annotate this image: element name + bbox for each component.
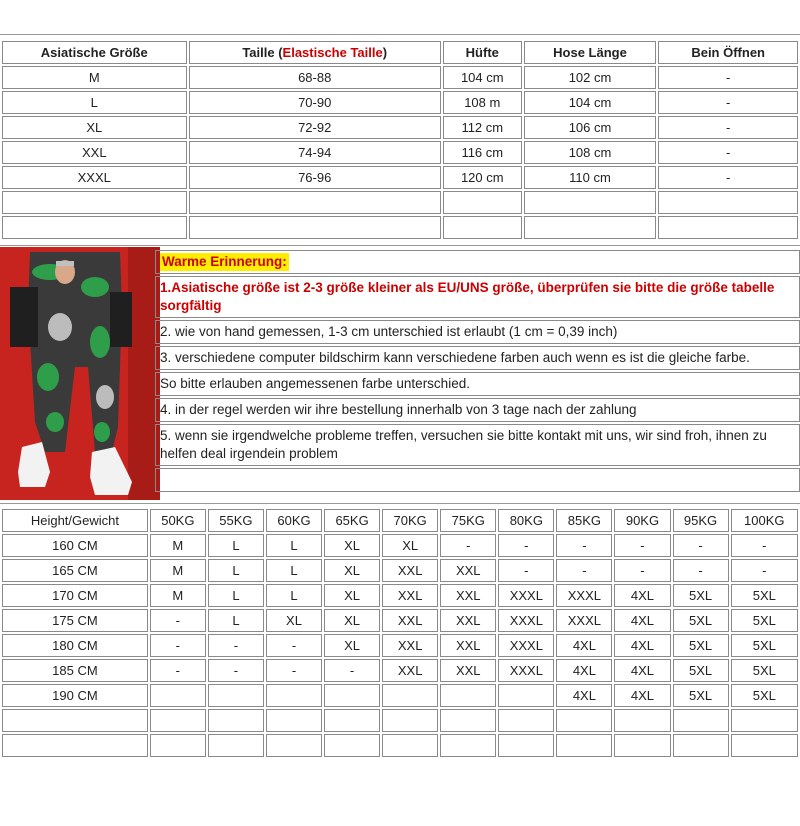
hw-header-weight: 90KG: [614, 509, 670, 532]
hw-size-cell: XXL: [382, 634, 438, 657]
empty-cell: [189, 191, 441, 214]
hw-size-cell: XXXL: [498, 634, 554, 657]
hw-size-cell: L: [266, 559, 322, 582]
size-cell-length: 102 cm: [524, 66, 657, 89]
notice-line-5: 4. in der regel werden wir ihre bestellung innerhalb von 3 tage nach der zahlung: [155, 398, 800, 422]
header-waist: Taille (Elastische Taille): [189, 41, 441, 64]
hw-header-weight: 80KG: [498, 509, 554, 532]
hw-header-weight: 70KG: [382, 509, 438, 532]
height-weight-table: [0, 507, 800, 759]
hw-size-cell: -: [731, 534, 798, 557]
header-pants-length: Hose Länge: [524, 41, 657, 64]
empty-cell: [266, 734, 322, 757]
hw-header-weight: 75KG: [440, 509, 496, 532]
empty-cell: [614, 709, 670, 732]
hw-size-cell: XL: [382, 534, 438, 557]
size-cell-leg-opening: -: [658, 66, 798, 89]
hw-size-cell: 4XL: [614, 684, 670, 707]
hw-size-cell: -: [266, 659, 322, 682]
notice-line-2: 2. wie von hand gemessen, 1-3 cm unterschied ist erlaubt (1 cm = 0,39 inch): [155, 320, 800, 344]
empty-cell: [673, 709, 729, 732]
hw-size-cell: XXXL: [498, 659, 554, 682]
lower-rule: [0, 503, 800, 504]
hw-size-cell: XL: [324, 584, 380, 607]
empty-cell: [498, 709, 554, 732]
hw-size-cell: XXL: [440, 559, 496, 582]
size-row-empty: [2, 191, 798, 214]
size-row-empty: [2, 216, 798, 239]
hw-size-cell: M: [150, 584, 206, 607]
hw-header-weight: 50KG: [150, 509, 206, 532]
hw-size-cell: XXL: [382, 559, 438, 582]
hw-row: [2, 534, 798, 557]
hw-size-cell: L: [208, 559, 264, 582]
header-elastic-waist: Elastische Taille: [282, 44, 383, 60]
camo-pants-model-photo: [0, 247, 160, 500]
empty-cell: [324, 709, 380, 732]
hw-height-cell: 160 CM: [2, 534, 148, 557]
hw-size-cell: XXL: [382, 584, 438, 607]
hw-header-weight: 55KG: [208, 509, 264, 532]
hw-header-weight: 85KG: [556, 509, 612, 532]
size-cell-waist: 74-94: [189, 141, 441, 164]
hw-size-cell: 5XL: [731, 659, 798, 682]
notice-line-3: 3. verschiedene computer bildschirm kann verschiedene farben auch wenn es ist die gleiche farbe.: [155, 346, 800, 370]
hw-size-cell: 5XL: [673, 684, 729, 707]
hw-size-cell: -: [614, 534, 670, 557]
hw-size-cell: L: [208, 609, 264, 632]
size-cell-size: XL: [2, 116, 187, 139]
hw-size-cell: -: [673, 559, 729, 582]
hw-height-cell: 170 CM: [2, 584, 148, 607]
hw-size-cell: M: [150, 559, 206, 582]
hw-size-cell: -: [556, 559, 612, 582]
hw-size-cell: 5XL: [731, 584, 798, 607]
size-row: [2, 141, 798, 164]
empty-cell: [2, 191, 187, 214]
hw-size-cell: 4XL: [556, 659, 612, 682]
hw-header-row: [2, 509, 798, 532]
hw-size-cell: L: [208, 584, 264, 607]
hw-size-cell: -: [498, 534, 554, 557]
size-cell-length: 106 cm: [524, 116, 657, 139]
hw-size-cell: L: [266, 534, 322, 557]
hw-size-cell: XXXL: [498, 609, 554, 632]
empty-cell: [2, 734, 148, 757]
hw-size-cell: XXL: [440, 634, 496, 657]
hw-size-cell: -: [150, 634, 206, 657]
header-leg-opening: Bein Öffnen: [658, 41, 798, 64]
empty-cell: [150, 734, 206, 757]
hw-size-cell: XXL: [440, 659, 496, 682]
header-hip: Hüfte: [443, 41, 522, 64]
hw-size-cell: -: [614, 559, 670, 582]
hw-size-cell: XXXL: [556, 584, 612, 607]
empty-cell: [440, 709, 496, 732]
size-cell-leg-opening: -: [658, 141, 798, 164]
hw-size-cell: XXXL: [556, 609, 612, 632]
empty-cell: [658, 191, 798, 214]
hw-height-cell: 175 CM: [2, 609, 148, 632]
empty-cell: [2, 216, 187, 239]
notice-empty-row: [155, 468, 800, 492]
size-cell-length: 110 cm: [524, 166, 657, 189]
empty-cell: [556, 709, 612, 732]
hw-height-cell: 180 CM: [2, 634, 148, 657]
hw-size-cell: -: [150, 609, 206, 632]
hw-row: [2, 684, 798, 707]
hw-row: [2, 559, 798, 582]
notice-line-1: 1.Asiatische größe ist 2-3 größe kleiner als EU/UNS größe, überprüfen sie bitte die größe tabelle sorgfältig: [155, 276, 800, 318]
header-asian-size: Asiatische Größe: [2, 41, 187, 64]
hw-row-empty: [2, 734, 798, 757]
empty-cell: [440, 734, 496, 757]
hw-height-cell: 185 CM: [2, 659, 148, 682]
hw-size-cell: [324, 684, 380, 707]
hw-size-cell: XXL: [382, 659, 438, 682]
hw-size-cell: [382, 684, 438, 707]
empty-cell: [498, 734, 554, 757]
hw-size-cell: XXL: [440, 584, 496, 607]
hw-header-weight: 100KG: [731, 509, 798, 532]
hw-height-cell: 165 CM: [2, 559, 148, 582]
hw-size-cell: 5XL: [673, 584, 729, 607]
hw-size-cell: -: [150, 659, 206, 682]
hw-size-cell: 5XL: [673, 659, 729, 682]
hw-row: [2, 659, 798, 682]
hw-header-weight: 65KG: [324, 509, 380, 532]
hw-size-cell: -: [556, 534, 612, 557]
empty-cell: [658, 216, 798, 239]
empty-cell: [208, 734, 264, 757]
hw-size-cell: XXL: [440, 609, 496, 632]
size-cell-size: L: [2, 91, 187, 114]
hw-row: [2, 634, 798, 657]
empty-cell: [524, 216, 657, 239]
empty-cell: [731, 734, 798, 757]
hw-size-cell: [150, 684, 206, 707]
size-cell-hip: 104 cm: [443, 66, 522, 89]
notice-title: Warme Erinnerung:: [162, 254, 287, 269]
hw-size-cell: 4XL: [614, 634, 670, 657]
size-cell-waist: 70-90: [189, 91, 441, 114]
empty-cell: [266, 709, 322, 732]
hw-size-cell: [440, 684, 496, 707]
empty-cell: [443, 216, 522, 239]
size-cell-leg-opening: -: [658, 166, 798, 189]
mid-rule: [0, 245, 800, 246]
size-row: [2, 166, 798, 189]
size-row: [2, 116, 798, 139]
hw-size-cell: -: [324, 659, 380, 682]
hw-size-cell: 4XL: [614, 609, 670, 632]
empty-cell: [673, 734, 729, 757]
hw-size-cell: [266, 684, 322, 707]
size-cell-length: 104 cm: [524, 91, 657, 114]
hw-size-cell: M: [150, 534, 206, 557]
empty-cell: [382, 734, 438, 757]
hw-size-cell: XL: [324, 634, 380, 657]
size-cell-size: XXL: [2, 141, 187, 164]
size-cell-hip: 108 m: [443, 91, 522, 114]
empty-cell: [556, 734, 612, 757]
size-table-header: [2, 41, 798, 64]
empty-cell: [524, 191, 657, 214]
empty-cell: [614, 734, 670, 757]
size-cell-leg-opening: -: [658, 116, 798, 139]
hw-size-cell: XL: [324, 534, 380, 557]
hw-size-cell: 5XL: [731, 684, 798, 707]
hw-size-cell: 5XL: [731, 609, 798, 632]
empty-cell: [731, 709, 798, 732]
hw-size-cell: L: [208, 534, 264, 557]
hw-row-empty: [2, 709, 798, 732]
size-table: [0, 39, 800, 241]
empty-cell: [189, 216, 441, 239]
hw-size-cell: 4XL: [614, 584, 670, 607]
hw-size-cell: [498, 684, 554, 707]
hw-header-weight: 95KG: [673, 509, 729, 532]
empty-cell: [443, 191, 522, 214]
hw-size-cell: XL: [266, 609, 322, 632]
hw-row: [2, 609, 798, 632]
hw-size-cell: 4XL: [556, 634, 612, 657]
size-row: [2, 91, 798, 114]
hw-size-cell: XXL: [382, 609, 438, 632]
hw-size-cell: 4XL: [556, 684, 612, 707]
hw-size-cell: 5XL: [673, 609, 729, 632]
hw-height-cell: 190 CM: [2, 684, 148, 707]
hw-size-cell: -: [673, 534, 729, 557]
size-cell-waist: 72-92: [189, 116, 441, 139]
notice-title-row: [155, 250, 800, 274]
hw-size-cell: XL: [324, 559, 380, 582]
notice-box: [155, 250, 800, 494]
hw-header-height: Height/Gewicht: [2, 509, 148, 532]
hw-size-cell: L: [266, 584, 322, 607]
empty-cell: [208, 709, 264, 732]
size-cell-length: 108 cm: [524, 141, 657, 164]
hw-size-cell: -: [208, 634, 264, 657]
hw-size-cell: 5XL: [731, 634, 798, 657]
hw-size-cell: [208, 684, 264, 707]
hw-size-cell: -: [731, 559, 798, 582]
hw-size-cell: 5XL: [673, 634, 729, 657]
hw-size-cell: -: [440, 534, 496, 557]
empty-cell: [382, 709, 438, 732]
empty-cell: [150, 709, 206, 732]
notice-line-4: So bitte erlauben angemessenen farbe unterschied.: [155, 372, 800, 396]
size-cell-size: M: [2, 66, 187, 89]
size-cell-hip: 116 cm: [443, 141, 522, 164]
empty-cell: [324, 734, 380, 757]
hw-row: [2, 584, 798, 607]
size-row: [2, 66, 798, 89]
size-cell-waist: 68-88: [189, 66, 441, 89]
hw-size-cell: -: [208, 659, 264, 682]
size-cell-size: XXXL: [2, 166, 187, 189]
size-cell-waist: 76-96: [189, 166, 441, 189]
size-cell-hip: 120 cm: [443, 166, 522, 189]
size-cell-leg-opening: -: [658, 91, 798, 114]
hw-size-cell: -: [498, 559, 554, 582]
notice-line-6: 5. wenn sie irgendwelche probleme treffen, versuchen sie bitte kontakt mit uns, wir sind froh, ihnen zu helfen deal irgendein problem: [155, 424, 800, 466]
hw-size-cell: XL: [324, 609, 380, 632]
hw-size-cell: 4XL: [614, 659, 670, 682]
empty-cell: [2, 709, 148, 732]
hw-size-cell: XXXL: [498, 584, 554, 607]
top-rule: [0, 34, 800, 35]
size-cell-hip: 112 cm: [443, 116, 522, 139]
hw-size-cell: -: [266, 634, 322, 657]
hw-header-weight: 60KG: [266, 509, 322, 532]
